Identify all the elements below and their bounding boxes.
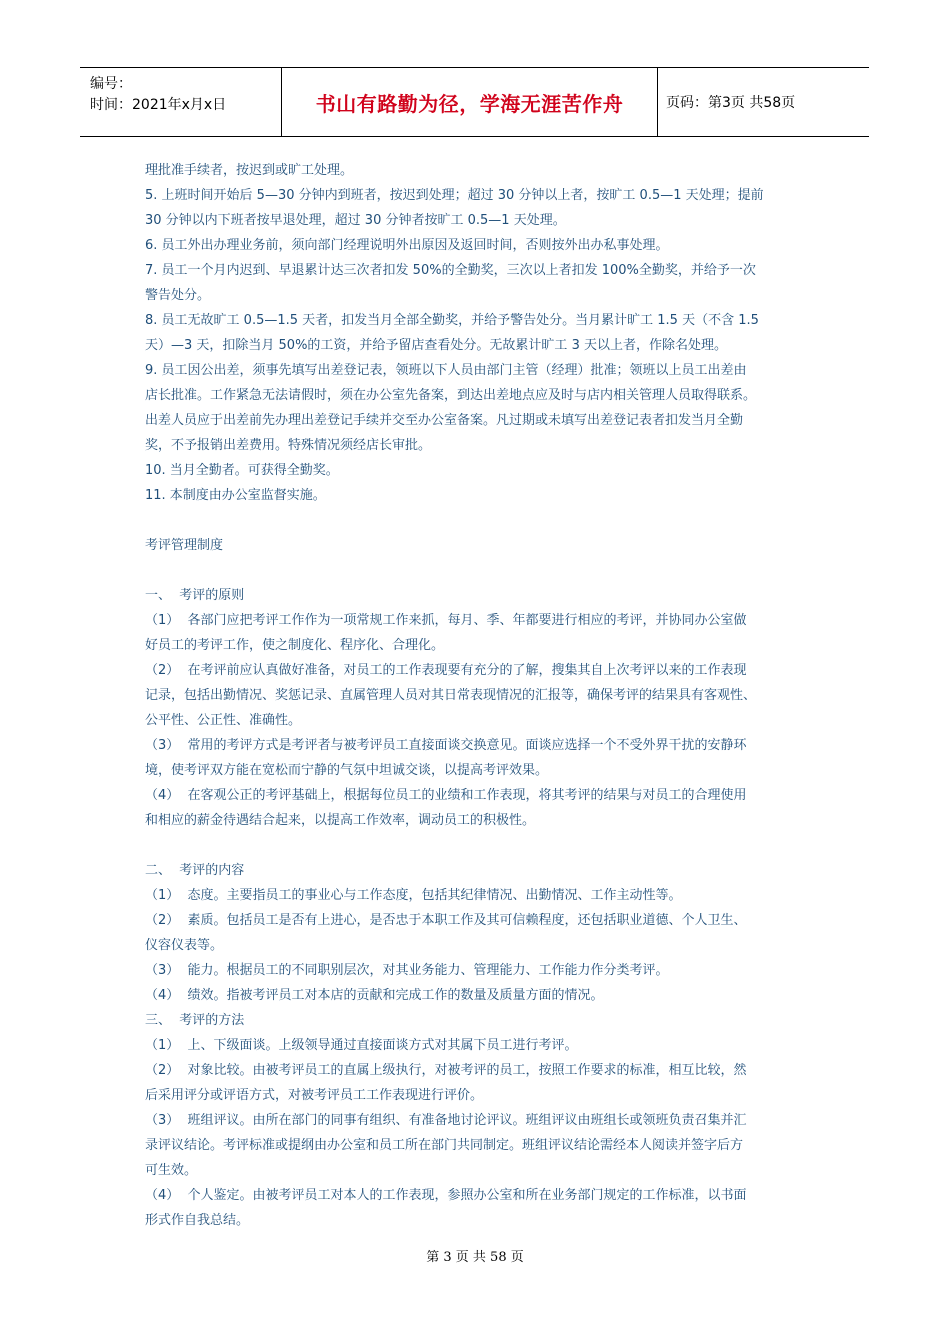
body-line: 6. 员工外出办理业务前，须向部门经理说明外出原因及返回时间，否则按外出办私事处理。 — [145, 238, 669, 253]
body-line: 录评议结论。考评标准或提纲由办公室和员工所在部门共同制定。班组评议结论需经本人阅读并签字后方 — [145, 1138, 744, 1153]
body-line: （1） 上、下级面谈。上级领导通过直接面谈方式对其属下员工进行考评。 — [145, 1038, 578, 1053]
body-line: 奖，不予报销出差费用。特殊情况须经店长审批。 — [145, 438, 432, 453]
body-line: 8. 员工无故旷工 0.5—1.5 天者，扣发当月全部全勤奖，并给予警告处分。当月累计旷工 1.5 天（不含 1.5 — [145, 313, 759, 328]
page-footer: 第 3 页 共 58 页 — [426, 1250, 524, 1265]
header-motto: 书山有路勤为径，学海无涯苦作舟 — [282, 68, 658, 136]
section-title: 考评管理制度 — [145, 538, 224, 553]
body-line: （4） 个人鉴定。由被考评员工对本人的工作表现，参照办公室和所在业务部门规定的工作标准，以书面 — [145, 1188, 747, 1203]
body-line: （3） 班组评议。由所在部门的同事有组织、有准备地讨论评议。班组评议由班组长或领班负责召集并汇 — [145, 1113, 747, 1128]
body-line: 警告处分。 — [145, 288, 211, 303]
document-date-label: 时间：2021年x月x日 — [90, 97, 227, 113]
body-line: 和相应的薪金待遇结合起来，以提高工作效率，调动员工的积极性。 — [145, 813, 536, 828]
body-line: （2） 在考评前应认真做好准备，对员工的工作表现要有充分的了解，搜集其自上次考评以来的工作表现 — [145, 663, 747, 678]
body-line: 30 分钟以内下班者按早退处理，超过 30 分钟者按旷工 0.5—1 天处理。 — [145, 213, 566, 228]
body-line: 出差人员应于出差前先办理出差登记手续并交至办公室备案。凡过期或未填写出差登记表者扣发当月全勤 — [145, 413, 744, 428]
body-line: （4） 绩效。指被考评员工对本店的贡献和完成工作的数量及质量方面的情况。 — [145, 988, 604, 1003]
body-line: 好员工的考评工作，使之制度化、程序化、合理化。 — [145, 638, 445, 653]
body-line: （2） 对象比较。由被考评员工的直属上级执行，对被考评的员工，按照工作要求的标准，相互比较，然 — [145, 1063, 747, 1078]
body-line: （2） 素质。包括员工是否有上进心，是否忠于本职工作及其可信赖程度，还包括职业道德、个人卫生、 — [145, 913, 747, 928]
body-line: 5. 上班时间开始后 5—30 分钟内到班者，按迟到处理；超过 30 分钟以上者，按旷工 0.5—1 天处理；提前 — [145, 188, 764, 203]
body-line: 可生效。 — [145, 1163, 198, 1178]
body-line: 10. 当月全勤者。可获得全勤奖。 — [145, 463, 339, 478]
body-line: 店长批准。工作紧急无法请假时，须在办公室先备案，到达出差地点应及时与店内相关管理人员取得联系。 — [145, 388, 757, 403]
paragraph-gap — [145, 558, 810, 583]
body-line: 7. 员工一个月内迟到、早退累计达三次者扣发 50%的全勤奖，三次以上者扣发 100%全勤奖，并给予一次 — [145, 263, 756, 278]
body-line: （3） 能力。根据员工的不同职别层次，对其业务能力、管理能力、工作能力作分类考评。 — [145, 963, 669, 978]
header-page-number: 页码：第3页 共58页 — [666, 95, 796, 111]
body-line: 记录，包括出勤情况、奖惩记录、直属管理人员对其日常表现情况的汇报等，确保考评的结果具有客观性、 — [145, 688, 757, 703]
page-header — [80, 67, 869, 137]
body-line: 后采用评分或评语方式，对被考评员工工作表现进行评价。 — [145, 1088, 484, 1103]
body-line: （3） 常用的考评方式是考评者与被考评员工直接面谈交换意见。面谈应选择一个不受外界干扰的安静环 — [145, 738, 747, 753]
body-line: 天）—3 天，扣除当月 50%的工资，并给予留店查看处分。无故累计旷工 3 天以上者，作除名处理。 — [145, 338, 727, 353]
body-line: 境，使考评双方能在宽松而宁静的气氛中坦诚交谈，以提高考评效果。 — [145, 763, 549, 778]
section-heading: 二、 考评的内容 — [145, 863, 245, 878]
body-line: （4） 在客观公正的考评基础上，根据每位员工的业绩和工作表现，将其考评的结果与对员工的合理使用 — [145, 788, 747, 803]
body-line: （1） 各部门应把考评工作作为一项常规工作来抓，每月、季、年都要进行相应的考评，并协同办公室做 — [145, 613, 747, 628]
body-line: 9. 员工因公出差，须事先填写出差登记表，领班以下人员由部门主管（经理）批准；领班以上员工出差由 — [145, 363, 747, 378]
body-line: 公平性、公正性、准确性。 — [145, 713, 302, 728]
body-line: 11. 本制度由办公室监督实施。 — [145, 488, 326, 503]
paragraph-gap — [145, 508, 810, 533]
body-line: 仪容仪表等。 — [145, 938, 224, 953]
section-heading: 一、 考评的原则 — [145, 588, 245, 603]
body-line: （1） 态度。主要指员工的事业心与工作态度，包括其纪律情况、出勤情况、工作主动性等。 — [145, 888, 682, 903]
body-line: 理批准手续者，按迟到或旷工处理。 — [145, 163, 354, 178]
document-number-label: 编号： — [90, 76, 132, 92]
body-line: 形式作自我总结。 — [145, 1213, 250, 1228]
section-heading: 三、 考评的方法 — [145, 1013, 245, 1028]
header-meta — [80, 68, 282, 136]
document-body — [145, 158, 810, 1233]
paragraph-gap — [145, 833, 810, 858]
